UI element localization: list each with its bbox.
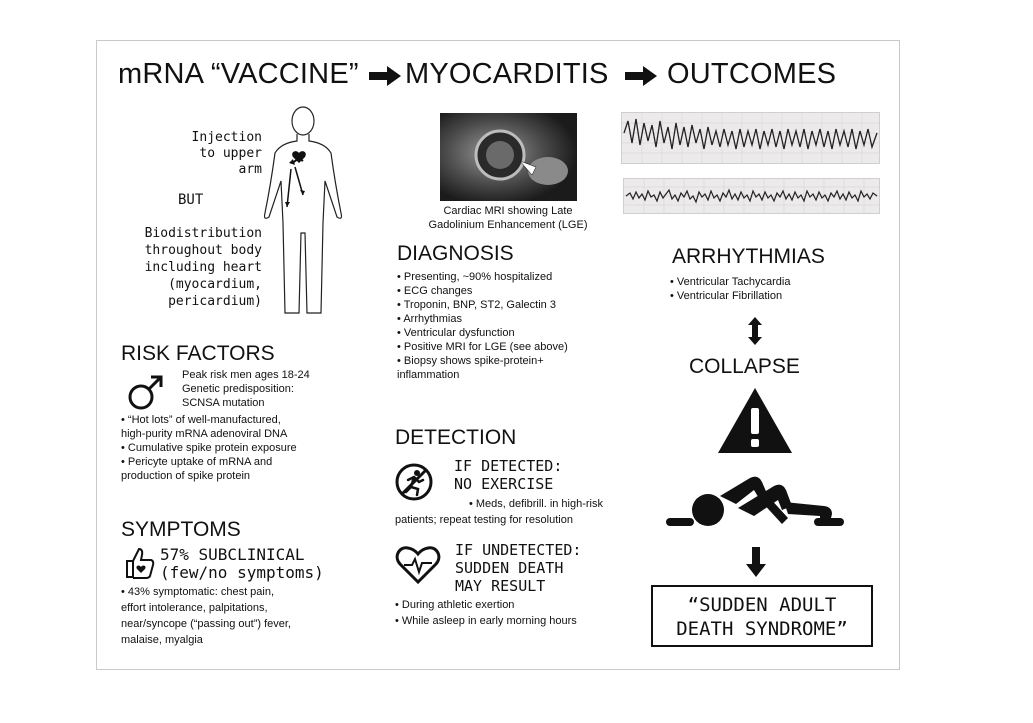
cardiac-mri-image bbox=[440, 113, 577, 201]
risk-line: production of spike protein bbox=[121, 470, 251, 482]
symptom-line: near/syncope (“passing out”) fever, bbox=[121, 618, 291, 630]
diagnosis-item: • Arrhythmias bbox=[397, 312, 568, 326]
if-detected-line: NO EXERCISE bbox=[454, 475, 554, 493]
ecg-strip-tachycardia bbox=[621, 112, 880, 164]
diagnosis-item: • Biopsy shows spike-protein+ bbox=[397, 354, 568, 368]
undetected-list bbox=[395, 597, 577, 629]
title-part-myocarditis: MYOCARDITIS bbox=[405, 58, 609, 90]
injection-line: Injection bbox=[191, 130, 262, 145]
injection-text bbox=[150, 130, 262, 178]
injection-line: arm bbox=[238, 162, 262, 177]
symptoms-heading: SYMPTOMS bbox=[121, 518, 241, 541]
diagnosis-item: • ECG changes bbox=[397, 284, 568, 298]
risk-bullets bbox=[121, 413, 297, 483]
ecg-strip-fibrillation bbox=[623, 178, 880, 214]
bio-line: (myocardium, bbox=[168, 277, 262, 292]
title-part-outcomes: OUTCOMES bbox=[667, 58, 837, 90]
risk-line: high-purity mRNA adenoviral DNA bbox=[121, 428, 288, 440]
arrhythmia-item: • Ventricular Fibrillation bbox=[670, 289, 790, 303]
risk-male-text bbox=[182, 368, 310, 410]
but-label: BUT bbox=[178, 192, 204, 208]
undetected-item: • During athletic exertion bbox=[395, 597, 577, 613]
arrhythmia-item: • Ventricular Tachycardia bbox=[670, 275, 790, 289]
symptom-line: effort intolerance, palpitations, bbox=[121, 602, 268, 614]
warning-triangle-icon bbox=[716, 386, 794, 456]
risk-line: • Pericyte uptake of mRNA and bbox=[121, 456, 273, 468]
bio-line: including heart bbox=[144, 260, 262, 275]
subclinical-text bbox=[160, 546, 324, 582]
mri-caption-line: Cardiac MRI showing Late bbox=[443, 205, 573, 217]
undetected-item: • While asleep in early morning hours bbox=[395, 613, 577, 629]
symptoms-lines bbox=[121, 584, 291, 648]
title-part-vaccine: mRNA “VACCINE” bbox=[118, 58, 359, 90]
diagnosis-item: • Ventricular dysfunction bbox=[397, 326, 568, 340]
mri-caption-line: Gadolinium Enhancement (LGE) bbox=[428, 219, 588, 231]
if-undetected-line: IF UNDETECTED: bbox=[455, 541, 582, 559]
risk-line: • Cumulative spike protein exposure bbox=[121, 442, 297, 454]
diagnosis-item: • Positive MRI for LGE (see above) bbox=[397, 340, 568, 354]
heart-pulse-icon bbox=[394, 544, 442, 586]
if-detected-text bbox=[454, 457, 562, 493]
bio-line: throughout body bbox=[144, 243, 262, 258]
if-undetected-line: MAY RESULT bbox=[455, 577, 546, 595]
risk-line: • “Hot lots” of well-manufactured, bbox=[121, 414, 281, 426]
collapse-heading: COLLAPSE bbox=[689, 355, 800, 378]
sads-box bbox=[651, 585, 873, 647]
symptom-line: malaise, myalgia bbox=[121, 634, 203, 646]
if-detected-line: IF DETECTED: bbox=[454, 457, 563, 475]
detected-note-line: patients; repeat testing for resolution bbox=[395, 514, 573, 526]
symptom-line: • 43% symptomatic: chest pain, bbox=[121, 586, 275, 598]
arrow-down-icon bbox=[745, 546, 767, 578]
subclinical-line: (few/no symptoms) bbox=[160, 563, 324, 582]
if-undetected-line: SUDDEN DEATH bbox=[455, 559, 564, 577]
sads-line: DEATH SYNDROME” bbox=[676, 618, 848, 640]
male-symbol-icon bbox=[126, 372, 166, 412]
subclinical-line: 57% SUBCLINICAL bbox=[160, 545, 305, 564]
diagnosis-tail: inflammation bbox=[397, 369, 460, 381]
bio-line: Biodistribution bbox=[144, 226, 262, 241]
risk-male-line: SCNSA mutation bbox=[182, 397, 265, 409]
human-body-outline-icon bbox=[253, 103, 353, 318]
if-undetected-text bbox=[455, 541, 581, 595]
arrow-right-icon bbox=[623, 64, 659, 88]
collapsed-person-icon bbox=[664, 466, 846, 532]
biodistribution-text bbox=[122, 225, 262, 310]
diagnosis-heading: DIAGNOSIS bbox=[397, 242, 514, 265]
detected-note-line: • Meds, defibrill. in high-risk bbox=[468, 498, 603, 510]
thumbs-up-heart-icon bbox=[121, 545, 157, 581]
detection-heading: DETECTION bbox=[395, 426, 517, 449]
mri-caption bbox=[420, 204, 596, 232]
diagnosis-item: • Troponin, BNP, ST2, Galectin 3 bbox=[397, 298, 568, 312]
diagnosis-list bbox=[397, 270, 568, 368]
risk-factors-heading: RISK FACTORS bbox=[121, 342, 275, 365]
risk-male-line: Genetic predisposition: bbox=[182, 383, 294, 395]
arrow-right-icon bbox=[367, 64, 403, 88]
sads-line: “SUDDEN ADULT bbox=[687, 594, 837, 616]
double-arrow-icon bbox=[745, 316, 765, 346]
bio-line: pericardium) bbox=[168, 294, 262, 309]
diagnosis-item: • Presenting, ~90% hospitalized bbox=[397, 270, 568, 284]
detected-note bbox=[395, 496, 615, 528]
risk-male-line: Peak risk men ages 18-24 bbox=[182, 369, 310, 381]
injection-line: to upper bbox=[199, 146, 262, 161]
arrhythmias-list bbox=[670, 275, 790, 303]
arrhythmias-heading: ARRHYTHMIAS bbox=[672, 245, 825, 268]
